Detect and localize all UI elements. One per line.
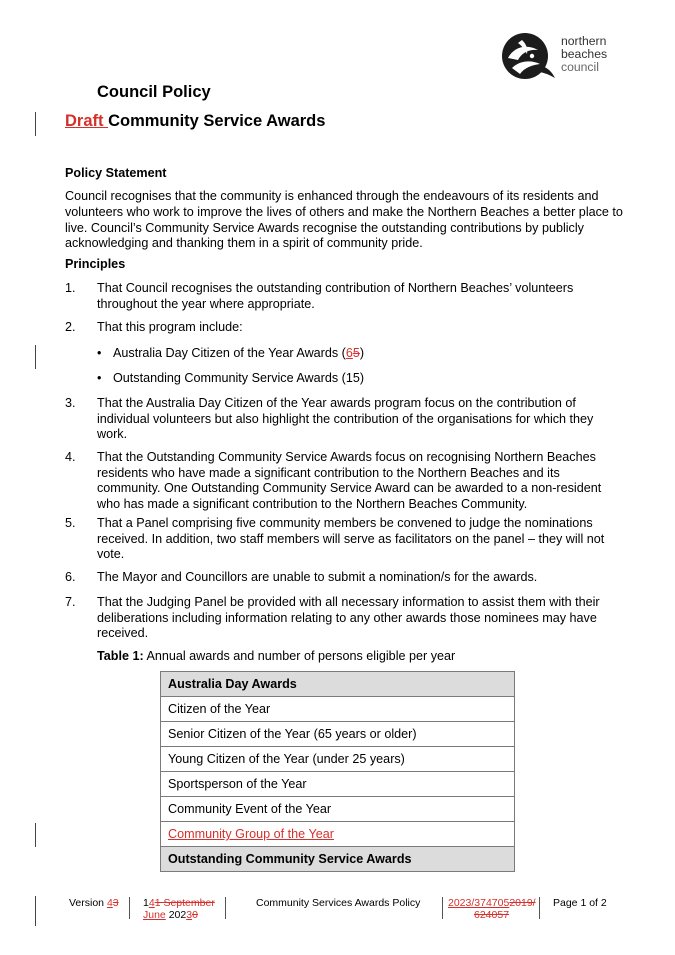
policy-statement-body: Council recognises that the community is enhanced through the endeavours of its residents and volunteers who work to improve the lives of others and make the Northern Beaches a better place to live. Council’s Community Service Awards recognise the outstanding contributions by publicly acknowledging and thanking them in a spirit of community pride. <box>65 189 623 251</box>
table-cell: Senior Citizen of the Year (65 years or older) <box>161 722 515 747</box>
table-row <box>161 822 515 847</box>
principle-text: That Council recognises the outstanding contribution of Northern Beaches’ volunteers throughout the year where appropriate. <box>97 281 574 311</box>
policy-statement-heading: Policy Statement <box>65 166 167 180</box>
principle-text: That this program include: <box>97 320 243 334</box>
date-part: 202 <box>165 909 187 921</box>
footer-divider <box>539 897 540 919</box>
table-header-cell: Outstanding Community Service Awards <box>161 847 515 872</box>
footer-divider <box>129 897 130 919</box>
footer-page-number: Page 1 of 2 <box>553 897 607 909</box>
footer-document-title: Community Services Awards Policy <box>256 897 421 909</box>
reference-old: 624057 <box>474 909 510 921</box>
table-row <box>161 722 515 747</box>
footer-divider <box>225 897 226 919</box>
table-caption <box>97 649 455 663</box>
logo-line-1: northern <box>561 34 607 48</box>
awards-table <box>160 671 515 872</box>
table-row <box>161 697 515 722</box>
table-cell: Young Citizen of the Year (under 25 years) <box>161 747 515 772</box>
change-bar <box>35 345 36 369</box>
change-bar <box>35 112 36 136</box>
footer-reference <box>448 897 536 921</box>
bullet-text-before: Australia Day Citizen of the Year Awards ( <box>113 346 346 360</box>
date-part: 1 <box>143 897 149 909</box>
document-type-title: Council Policy <box>97 83 211 101</box>
table-row <box>161 797 515 822</box>
version-new: 4 <box>106 897 113 909</box>
principle-text: The Mayor and Councillors are unable to submit a nomination/s for the awards. <box>97 570 538 584</box>
version-old: 3 <box>112 897 119 909</box>
table-header-row <box>161 672 515 697</box>
principle-number: 4. <box>65 450 76 464</box>
principle-number: 2. <box>65 320 76 334</box>
principle-number: 6. <box>65 570 76 584</box>
table-cell-inserted: Community Group of the Year <box>161 822 515 847</box>
bullet-dot: • <box>97 346 102 360</box>
date-deleted: 1 September <box>154 897 215 909</box>
principles-heading: Principles <box>65 257 126 271</box>
bullet-text: Outstanding Community Service Awards (15) <box>113 371 365 385</box>
logo-line-2: beaches <box>561 47 608 61</box>
table-cell: Sportsperson of the Year <box>161 772 515 797</box>
principle-text: That the Outstanding Community Service Awards focus on recognising Northern Beaches residents who have made a significant contribution to the Northern Beaches and its community. One Outstanding Community Service Award can be awarded to a non-resident who has made a significant contribution to the Northern Beaches Community. <box>97 450 602 511</box>
table-cell: Community Event of the Year <box>161 797 515 822</box>
bullet-dot: • <box>97 371 102 385</box>
table-cell: Citizen of the Year <box>161 697 515 722</box>
date-deleted: 0 <box>192 909 198 921</box>
bullet-text <box>113 346 364 362</box>
logo-wordmark <box>561 35 607 74</box>
policy-title <box>65 112 325 131</box>
table-header-row <box>161 847 515 872</box>
date-inserted: 3 <box>186 909 193 921</box>
table-caption-label: Table 1: <box>97 649 144 663</box>
date-inserted: 4 <box>148 897 155 909</box>
draft-insertion: Draft <box>65 112 109 130</box>
reference-new: 2023/374705 <box>448 897 510 909</box>
principle-number: 5. <box>65 516 76 530</box>
principle-number: 3. <box>65 396 76 410</box>
date-inserted: June <box>143 909 166 921</box>
principle-number: 7. <box>65 595 76 609</box>
principle-text: That the Judging Panel be provided with all necessary information to assist them with their deliberations including information relating to any other awards those nominees may have received. <box>97 595 600 641</box>
northern-beaches-council-emblem-icon <box>498 30 556 82</box>
principle-number: 1. <box>65 281 76 295</box>
principle-text: That a Panel comprising five community members be convened to judge the nominations received. In addition, two staff members will serve as facilitators on the panel – they will not vote. <box>97 516 605 562</box>
change-bar <box>35 896 36 926</box>
footer-date <box>143 897 223 921</box>
policy-title-text: Community Service Awards <box>108 112 326 130</box>
version-label: Version <box>69 897 107 909</box>
table-caption-text: Annual awards and number of persons eligible per year <box>143 649 456 663</box>
footer-divider <box>442 897 443 919</box>
logo-line-3: council <box>561 60 599 74</box>
footer-version <box>69 897 119 909</box>
bullet-text-after: ) <box>359 346 365 360</box>
reference-old: 2019/ <box>509 897 536 909</box>
council-logo <box>498 30 648 82</box>
deleted-count: 5 <box>352 346 360 360</box>
principle-text: That the Australia Day Citizen of the Year awards program focus on the contribution of individual volunteers but also highlight the contribution of the organisations for which they work. <box>97 396 594 442</box>
table-row <box>161 747 515 772</box>
table-header-cell: Australia Day Awards <box>161 672 515 697</box>
inserted-count: 6 <box>345 346 353 360</box>
table-row <box>161 772 515 797</box>
change-bar <box>35 823 36 847</box>
